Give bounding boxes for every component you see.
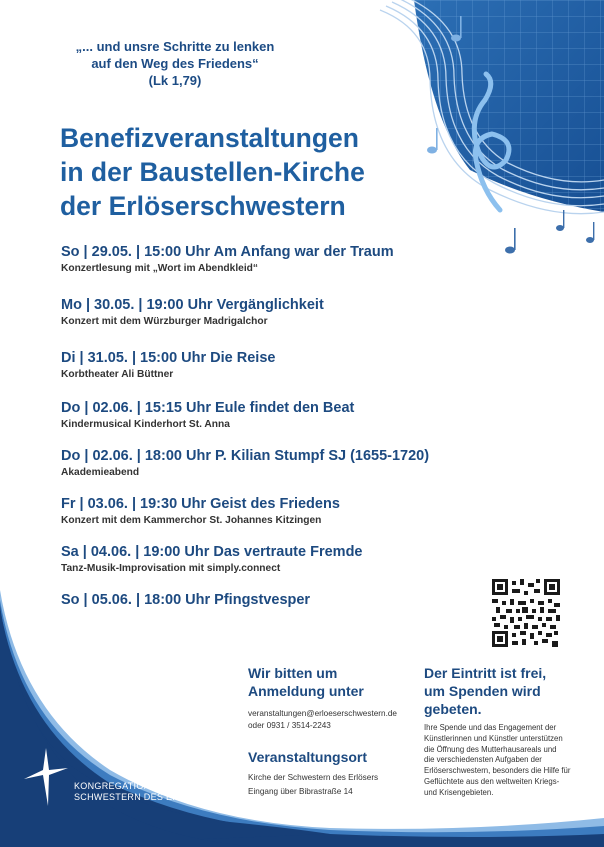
- title-line-2: in der Baustellen-Kirche: [60, 157, 365, 187]
- registration-heading-2: Anmeldung unter: [248, 683, 364, 699]
- event-heading: Do | 02.06. | 15:15 Uhr Eule findet den Beat: [61, 400, 355, 416]
- bible-quote: [40, 38, 310, 89]
- event-subtitle: Konzert mit dem Kammerchor St. Johannes Kitzingen: [61, 515, 322, 526]
- event-heading: Mo | 30.05. | 19:00 Uhr Vergänglichkeit: [61, 297, 324, 313]
- event-item: [61, 448, 429, 478]
- event-heading: Sa | 04.06. | 19:00 Uhr Das vertraute Fremde: [61, 544, 363, 560]
- organization-logo-text: [74, 781, 217, 803]
- event-subtitle: Akademieabend: [61, 467, 140, 478]
- entry-text-line: Erlöserschwestern, besonders die Hilfe für: [424, 766, 571, 776]
- event-heading: Di | 31.05. | 15:00 Uhr Die Reise: [61, 350, 276, 366]
- registration-block: [248, 664, 418, 731]
- registration-phone: oder 0931 / 3514-2243: [248, 720, 331, 730]
- event-heading: Fr | 03.06. | 19:30 Uhr Geist des Friedens: [61, 496, 340, 512]
- quote-reference: (Lk 1,79): [148, 73, 202, 88]
- title-line-1: Benefizveranstaltungen: [60, 123, 359, 153]
- event-item: [61, 400, 354, 430]
- quote-line-1: „... und unsre Schritte zu lenken: [75, 39, 275, 54]
- event-item: [61, 350, 275, 380]
- event-item: [61, 244, 394, 274]
- entry-text-line: Künstlerinnen und Künstler unterstützen: [424, 733, 563, 743]
- event-subtitle: Korbtheater Ali Büttner: [61, 369, 174, 380]
- entry-text-line: die verschiedensten Aufgaben der: [424, 755, 542, 765]
- title-line-3: der Erlöserschwestern: [60, 191, 346, 221]
- entry-block: [424, 664, 599, 799]
- event-heading: So | 29.05. | 15:00 Uhr Am Anfang war der Traum: [61, 244, 394, 260]
- entry-text-line: Ihre Spende und das Engagement der: [424, 723, 557, 732]
- cross-logo-icon: [22, 748, 70, 806]
- venue-line-2: Eingang über Bibrastraße 14: [248, 786, 353, 796]
- page-title: [60, 121, 365, 223]
- event-subtitle: Konzert mit dem Würzburger Madrigalchor: [61, 316, 268, 327]
- logo-line-1: KONGREGATION: [74, 781, 151, 791]
- registration-heading-1: Wir bitten um: [248, 665, 338, 681]
- entry-heading-1: Der Eintritt ist frei,: [424, 665, 547, 681]
- entry-text-line: Geflüchtete aus den weltweiten Kriegs-: [424, 776, 560, 786]
- event-item: [61, 297, 324, 327]
- venue-heading: Veranstaltungsort: [248, 749, 368, 765]
- event-heading: Do | 02.06. | 18:00 Uhr P. Kilian Stumpf SJ (1655-1720): [61, 448, 430, 464]
- venue-block: [248, 748, 418, 797]
- event-heading: So | 05.06. | 18:00 Uhr Pfingstvesper: [61, 592, 311, 608]
- entry-heading-3: gebeten.: [424, 701, 482, 717]
- entry-text-line: und Krisengebieten.: [424, 787, 494, 797]
- event-subtitle: Konzertlesung mit „Wort im Abendkleid“: [61, 263, 258, 274]
- event-item: [61, 496, 340, 526]
- music-decoration: [360, 0, 604, 260]
- event-subtitle: Kindermusical Kinderhort St. Anna: [61, 419, 230, 430]
- logo-line-2: SCHWESTERN DES ERLÖSERS: [74, 792, 218, 802]
- registration-email-link[interactable]: veranstaltungen@erloeserschwestern.de: [248, 709, 397, 718]
- venue-line-1: Kirche der Schwestern des Erlösers: [248, 773, 379, 782]
- event-subtitle: Tanz-Musik-Improvisation mit simply.connect: [61, 563, 281, 574]
- entry-heading-2: um Spenden wird: [424, 683, 541, 699]
- quote-line-2: auf den Weg des Friedens“: [91, 56, 259, 71]
- entry-text-line: die Öffnung des Mutterhausareals und: [424, 744, 557, 754]
